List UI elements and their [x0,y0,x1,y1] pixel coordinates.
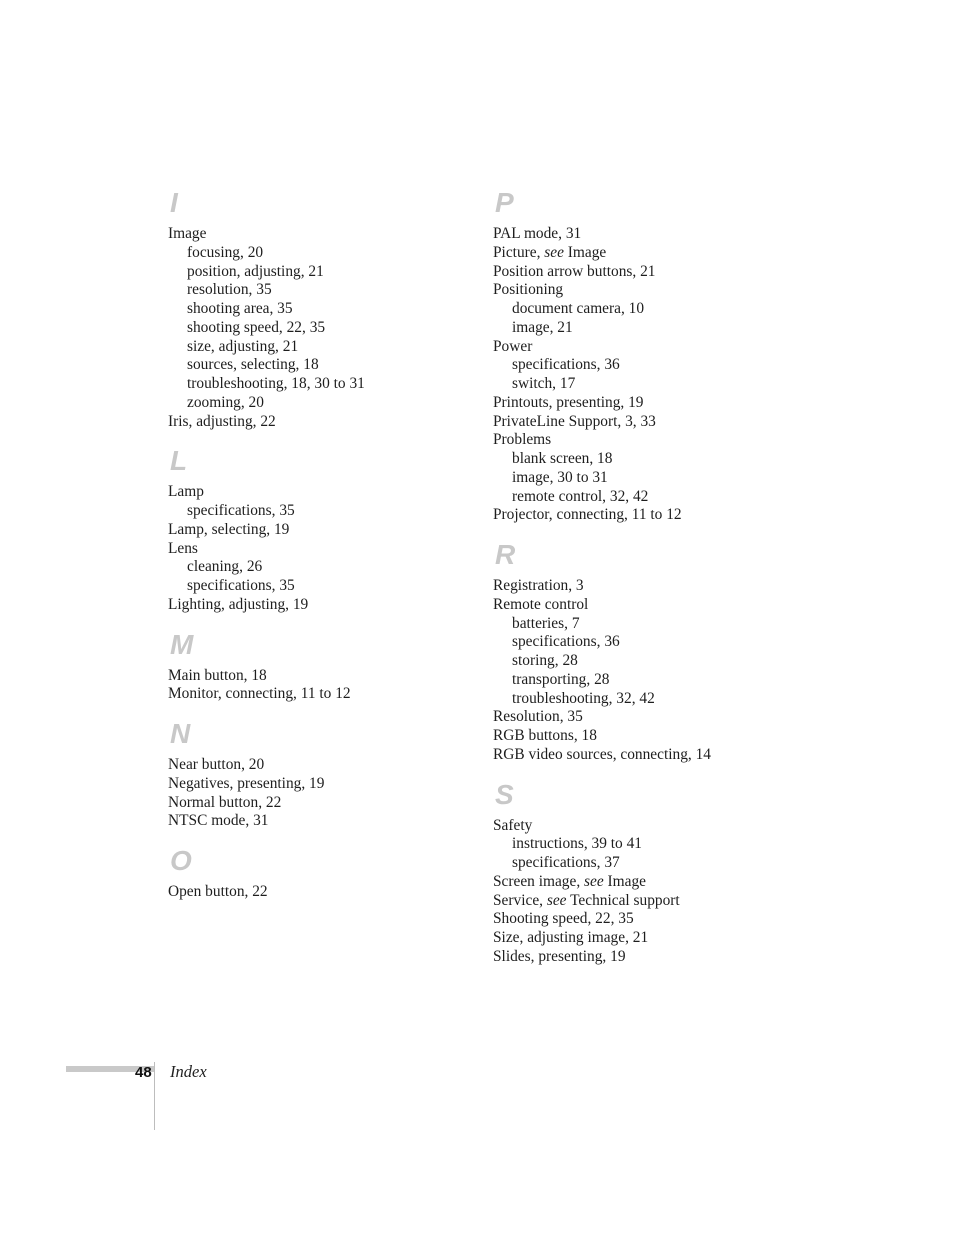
index-entry: Main button, 18 [168,666,267,684]
index-entry [493,244,823,263]
index-entry: Slides, presenting, 19 [493,947,626,965]
section-gap [168,831,468,845]
index-column-right [493,187,823,967]
index-subentry: specifications, 36 [512,633,620,651]
index-entry: PrivateLine Support, 3, 33 [493,412,656,430]
footer-rule [154,1062,155,1130]
index-entry: Normal button, 22 [168,793,282,811]
index-subentry: instructions, 39 to 41 [512,835,642,853]
index-entry: Near button, 20 [168,756,265,773]
index-entry: Open button, 22 [168,883,268,900]
index-entry: Negatives, presenting, 19 [168,774,325,792]
index-entry: RGB buttons, 18 [493,727,597,744]
index-subentry: specifications, 35 [187,502,295,519]
index-entry: Image [168,225,207,242]
index-entry: Power [493,337,533,355]
index-subentry: remote control, 32, 42 [512,487,649,505]
index-subentry: specifications, 36 [512,356,620,374]
index-subentry: shooting area, 35 [187,300,293,317]
index-entry: Lamp [168,483,204,501]
section-letter: O [170,845,192,876]
section-gap [493,525,823,539]
index-entry [493,892,823,911]
section-letter: R [495,539,516,570]
index-column-left [168,187,468,902]
section-gap [168,704,468,718]
index-subentry: specifications, 37 [512,854,620,871]
see-reference: see [584,872,604,890]
index-entry: Size, adjusting image, 21 [493,929,649,946]
index-entry: Safety [493,816,533,834]
index-section [168,629,468,705]
index-subentry: image, 30 to 31 [512,468,608,486]
see-reference: see [546,891,567,909]
section-letter: P [495,187,514,218]
index-subentry: resolution, 35 [187,281,272,299]
index-entry: Printouts, presenting, 19 [493,393,644,411]
index-section [493,779,823,967]
index-entry: Problems [493,431,552,449]
section-letter: I [170,187,178,218]
section-gap [168,431,468,445]
index-entry: Lens [168,539,198,557]
index-subentry: zooming, 20 [187,393,264,411]
footer-label: Index [170,1062,207,1081]
index-subentry: shooting speed, 22, 35 [187,318,326,336]
section-gap [493,765,823,779]
index-entry: RGB video sources, connecting, 14 [493,745,711,763]
index-entry: Registration, 3 [493,577,584,594]
index-entry: NTSC mode, 31 [168,812,269,830]
section-letter: S [495,778,514,810]
see-reference: see [544,243,564,261]
index-subentry: document camera, 10 [512,300,645,317]
index-section [168,718,468,831]
index-subentry: position, adjusting, 21 [187,262,324,280]
entry-text: Screen image, [493,872,585,890]
entry-text: Service, [493,891,547,909]
index-entry: Position arrow buttons, 21 [493,262,656,280]
entry-target: Technical support [566,891,680,909]
index-subentry: specifications, 35 [187,577,295,594]
index-subentry: sources, selecting, 18 [187,356,319,374]
index-subentry: troubleshooting, 18, 30 to 31 [187,375,365,392]
index-entry: Resolution, 35 [493,708,583,726]
entry-target: Image [603,872,646,890]
entry-text: Picture, [493,243,545,261]
index-entry: PAL mode, 31 [493,225,582,242]
section-gap [168,615,468,629]
section-letter: N [170,718,191,749]
index-entry: Remote control [493,595,589,613]
index-subentry: cleaning, 26 [187,558,263,576]
index-entry: Positioning [493,281,564,299]
index-section [493,539,823,765]
index-subentry: focusing, 20 [187,243,264,261]
index-subentry: storing, 28 [512,652,578,669]
index-entry: Projector, connecting, 11 to 12 [493,506,682,524]
index-entry [493,873,823,892]
index-subentry: blank screen, 18 [512,450,613,467]
section-letter: L [170,445,188,477]
index-subentry: image, 21 [512,318,573,336]
index-section [493,187,823,525]
index-entry: Shooting speed, 22, 35 [493,910,634,928]
page-number: 48 [135,1064,152,1081]
index-subentry: switch, 17 [512,375,576,392]
index-entry: Monitor, connecting, 11 to 12 [168,685,351,703]
index-section [168,845,468,902]
index-subentry: troubleshooting, 32, 42 [512,689,655,707]
index-entry: Lamp, selecting, 19 [168,520,290,538]
entry-target: Image [563,243,607,261]
section-letter: M [170,628,194,660]
index-section [168,445,468,614]
index-subentry: batteries, 7 [512,614,580,632]
index-subentry: size, adjusting, 21 [187,337,299,355]
index-entry: Iris, adjusting, 22 [168,412,276,430]
index-entry: Lighting, adjusting, 19 [168,595,309,613]
index-subentry: transporting, 28 [512,670,610,688]
index-section [168,187,468,431]
